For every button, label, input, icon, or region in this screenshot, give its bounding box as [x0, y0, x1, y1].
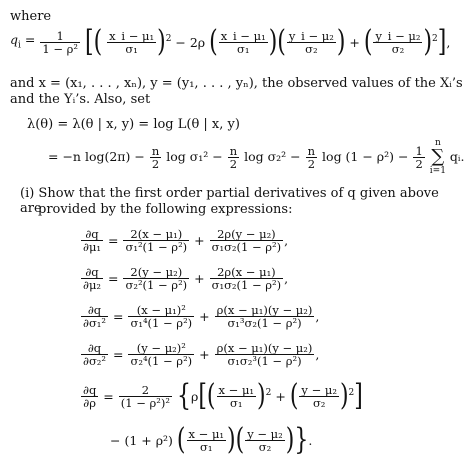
exercise-item-i-line2: provided by the following expressions: [38, 202, 293, 217]
qi-definition: $q_i$ = $\frac{1}{\text{1 − ρ²}}$ [( $\frac{\text{x\_i − μ₁}}{\text{σ₁}}$ )$^2$ − 2ρ ( $\frac{\text{x\_i − μ₁}}{\text{σ₁}}$ )( $\frac{\text{y\_i − μ₂}}{\text{σ₂}}$ ) + ( $\frac{\text{y\_i − μ₂}}{\text{σ₂}}$ )$^2$], [10, 24, 451, 59]
lambda-expansion: = −n log(2π) − $\frac{n}{2}$ log σ₁² − $\frac{n}{2}$ log σ₂² − $\frac{n}{2}$ log (1 − ρ²) − $\frac{1}{2}$ n ∑ i=1 qᵢ. [48, 138, 464, 176]
qi-term2b-fraction: $\frac{\text{y\_i − μ₂}}{\text{σ₂}}$ [288, 29, 334, 56]
derivative-row: $\frac{\partial q}{\text{∂μ₁}}$ = $\frac{\text{2(x − μ₁)}}{\text{σ₁²(1 − ρ²)}}$ + $\frac{\text{2ρ(y − μ₂)}}{\text{σ₁σ₂(1 − ρ²)}}$ , [83, 227, 289, 254]
two-rho: − 2ρ [175, 34, 206, 50]
summation: n ∑ i=1 [429, 138, 446, 176]
observed-values-line2: and the Yᵢ’s. Also, set [10, 92, 151, 107]
qi-term2a-fraction: $\frac{\text{x\_i − μ₁}}{\text{σ₁}}$ [220, 29, 266, 56]
qi-term3-fraction: $\frac{\text{y\_i − μ₂}}{\text{σ₂}}$ [375, 29, 421, 56]
qi-term1-fraction: $\frac{\text{x\_i − μ₁}}{\text{σ₁}}$ [109, 29, 155, 56]
plus-sign: + [349, 34, 360, 50]
derivative-row: $\frac{\partial q}{\text{∂σ₂²}}$ = $\frac{\text{(y − μ₂)²}}{\text{σ₂⁴(1 − ρ²)}}$ + $\frac{\text{ρ(x − μ₁)(y − μ₂)}}{\text{σ₁σ₂³(1 − ρ²)}}$ , [83, 341, 320, 368]
exercise-item-i-line1: (i) Show that the first order partial derivatives of q given above are [20, 186, 439, 216]
derivative-row: $\frac{\partial q}{\text{∂σ₁²}}$ = $\frac{\text{(x − μ₁)²}}{\text{σ₁⁴(1 − ρ²)}}$ + $\frac{\text{ρ(x − μ₁)(y − μ₂)}}{\text{σ₁³σ₂(1 − ρ²)}}$ , [83, 303, 320, 330]
qi-lhs: $q_i$ = [10, 31, 36, 51]
rho-derivative-line1: $\frac{\partial q}{\partial\rho}$ = $\frac{2}{\text{(1 − ρ²)²}}$ {ρ[( $\frac{\text{x − μ₁}}{\text{σ₁}}$ )$^2$ + ( $\frac{\text{y − μ₂}}{\text{σ₂}}$ )$^2$] [83, 378, 363, 413]
where-word: where [10, 9, 52, 24]
lambda-definition: λ(θ) = λ(θ | x, y) = log L(θ | x, y) [27, 117, 240, 132]
qi-coef-fraction: $\frac{1}{\text{1 − ρ²}}$ [42, 29, 78, 56]
observed-values-line1: and x = (x₁, . . . , xₙ), y = (y₁, . . . , yₙ), the observed values of the Xᵢ’s [10, 76, 463, 91]
rho-derivative-line2: − (1 + ρ²) ( $\frac{\text{x − μ₁}}{\text{σ₁}}$ )( $\frac{\text{y − μ₂}}{\text{σ₂}}$ )}. [110, 422, 313, 457]
derivative-row: $\frac{\partial q}{\text{∂μ₂}}$ = $\frac{\text{2(y − μ₂)}}{\text{σ₂²(1 − ρ²)}}$ + $\frac{\text{2ρ(x − μ₁)}}{\text{σ₁σ₂(1 − ρ²)}}$ , [83, 265, 289, 292]
